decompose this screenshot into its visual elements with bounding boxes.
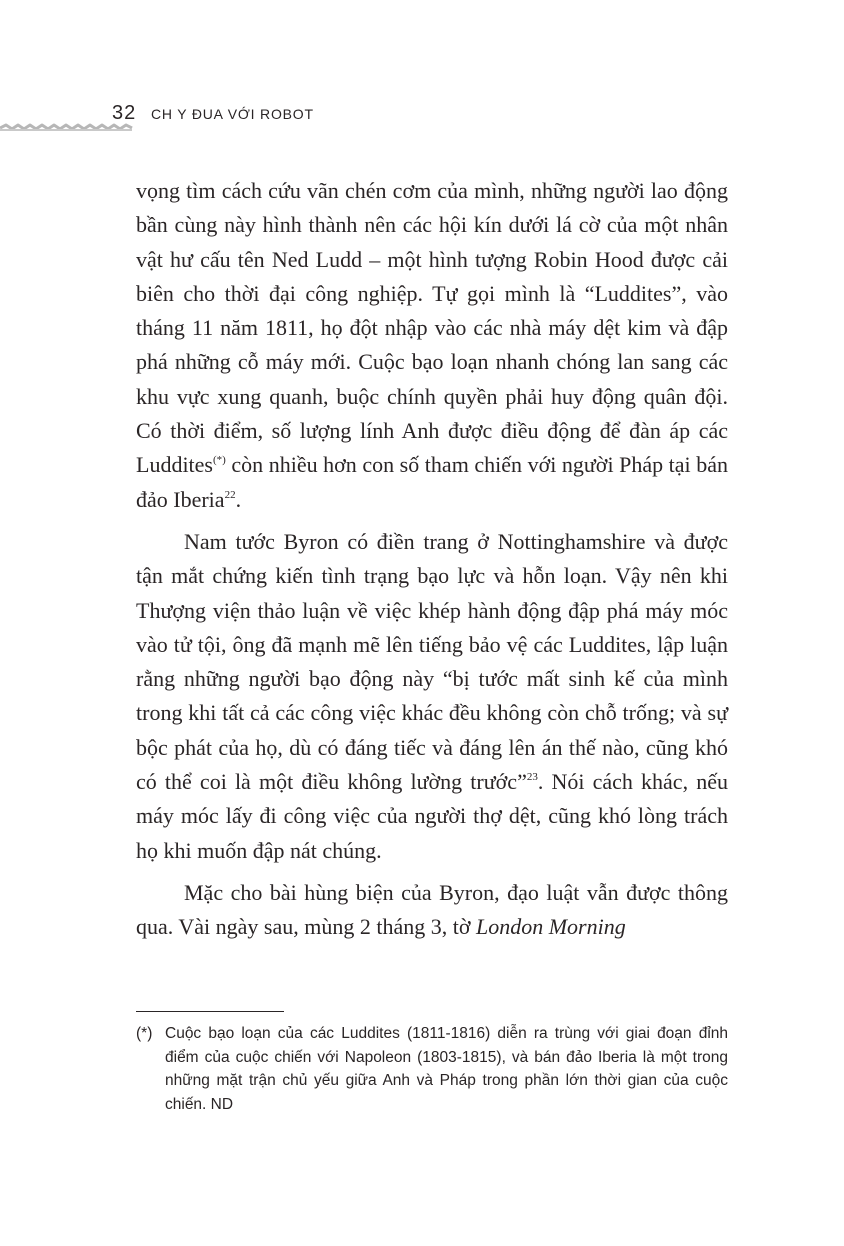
footnote-marker: (*): [213, 454, 226, 467]
paragraph-2: Nam tước Byron có điền trang ở Nottinghamshire và được tận mắt chứng kiến tình trạng bạo lực và hỗn loạn. Vậy nên khi Thượng viện thảo luận về việc khép hành động đập phá máy móc vào tử tội, ông đã mạnh mẽ lên tiếng bảo vệ các Luddites, lập luận rằng những người bạo động này “bị tước mất sinh kế của mình trong khi tất cả các công việc khác đều không còn chỗ trống; và sự bộc phát của họ, dù có đáng tiếc và đáng lên án thế nào, cũng khó có thể coi là một điều không lường trước”$^{23}$. Nói cách khác, nếu máy móc lấy đi công việc của người thợ dệt, cũng khó lòng trách họ khi muốn đập nát chúng.: [136, 528, 728, 863]
page-header: [0, 96, 844, 136]
footnote-text: Cuộc bạo loạn của các Luddites (1811-1816) diễn ra trùng với giai đoạn đỉnh điểm của cuộc chiến với Napoleon (1803-1815), và bán đảo Iberia là một trong những mặt trận chủ yếu giữa Anh và Pháp trong phần lớn thời gian của cuộc chiến. ND: [165, 1025, 728, 1113]
endnote-ref-23: 23: [526, 771, 538, 784]
paragraph-3: Mặc cho bài hùng biện của Byron, đạo luật vẫn được thông qua. Vài ngày sau, mùng 2 tháng 3, tờ London Morning: [136, 879, 728, 940]
header-decoration: [0, 122, 140, 134]
body-text: [136, 174, 728, 945]
footnote-marker-label: (*): [136, 1025, 153, 1042]
running-title: CH Y ĐUA VỚI ROBOT: [151, 106, 314, 122]
page-number: 32: [112, 102, 137, 124]
newspaper-title: London Morning: [475, 914, 626, 940]
footnote: [136, 1022, 728, 1116]
footnote-separator: [136, 1011, 284, 1012]
endnote-ref-22: 22: [224, 488, 236, 501]
paragraph-1: vọng tìm cách cứu vãn chén cơm của mình, những người lao động bần cùng này hình thành nên các hội kín dưới lá cờ của một nhân vật hư cấu tên Ned Ludd – một hình tượng Robin Hood được cải biên cho thời đại công nghiệp. Tự gọi mình là “Luddites”, vào tháng 11 năm 1811, họ đột nhập vào các nhà máy dệt kim và đập phá những cỗ máy mới. Cuộc bạo loạn nhanh chóng lan sang các khu vực xung quanh, buộc chính quyền phải huy động quân đội. Có thời điểm, số lượng lính Anh được điều động để đàn áp các Luddites(*) còn nhiều hơn con số tham chiến với người Pháp tại bán đảo Iberia$^{22}$.: [136, 178, 728, 512]
